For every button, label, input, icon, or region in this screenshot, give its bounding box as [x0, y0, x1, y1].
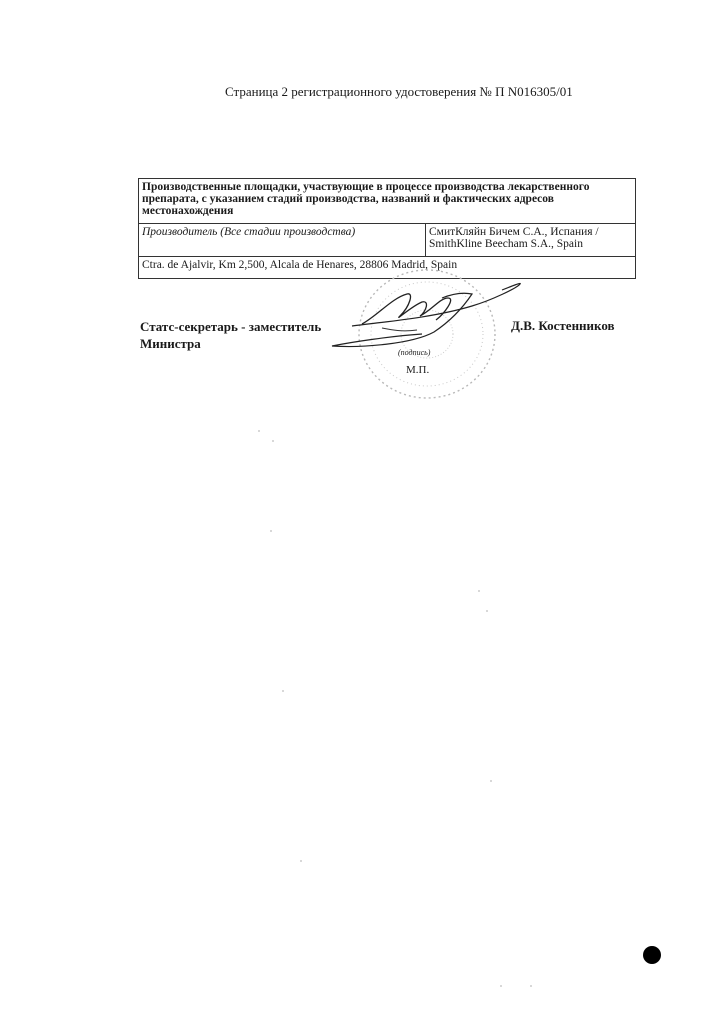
table-row	[139, 179, 636, 224]
scan-speck	[258, 430, 260, 432]
signer-title-line-1: Статс-секретарь - заместитель	[140, 319, 322, 334]
scan-speck	[500, 985, 502, 987]
scan-speck	[300, 860, 302, 862]
scan-speck	[270, 530, 272, 532]
table-heading-cell: Производственные площадки, участвующие в процессе производства лекарственного препарата, с указанием стадий производства, названий и фактических адресов местонахождения	[139, 179, 636, 224]
scan-speck	[486, 610, 488, 612]
scan-speck	[478, 590, 480, 592]
signer-name: Д.В. Костенников	[511, 318, 615, 333]
manufacturer-address-cell: Ctra. de Ajalvir, Km 2,500, Alcala de Henares, 28806 Madrid, Spain	[139, 257, 636, 279]
table-row	[139, 224, 636, 257]
handwritten-signature	[322, 276, 532, 356]
signer-title-line-2: Министра	[140, 336, 201, 351]
signer-title	[140, 318, 321, 352]
manufacturer-name-cell: СмитКляйн Бичем С.А., Испания / SmithKline Beecham S.A., Spain	[426, 224, 636, 257]
stamp-label: М.П.	[406, 364, 430, 376]
manufacturer-role-cell: Производитель (Все стадии производства)	[139, 224, 426, 257]
scan-speck	[282, 690, 284, 692]
signature-caption: (подпись)	[398, 348, 431, 357]
scan-speck	[272, 440, 274, 442]
black-dot-mark	[643, 946, 661, 964]
page-header: Страница 2 регистрационного удостоверения № П N016305/01	[225, 84, 573, 99]
scan-speck	[490, 780, 492, 782]
scan-speck	[530, 985, 532, 987]
